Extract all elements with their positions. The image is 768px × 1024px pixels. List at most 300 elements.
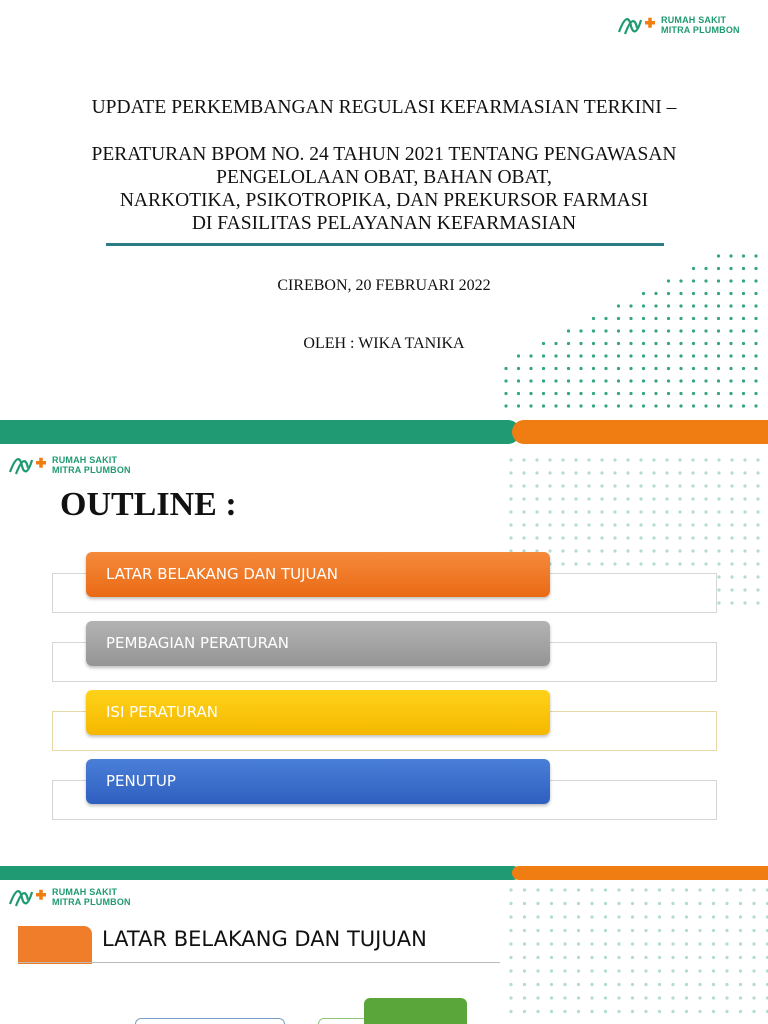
decorative-dot	[617, 915, 620, 918]
decorative-dot	[717, 523, 720, 526]
decorative-dot	[739, 888, 742, 891]
decorative-dot	[517, 367, 520, 370]
decorative-dot	[574, 497, 577, 500]
decorative-dot	[754, 317, 757, 320]
decorative-dot	[509, 942, 512, 945]
decorative-dot	[613, 471, 616, 474]
decorative-dot	[644, 983, 647, 986]
decorative-dot	[743, 601, 746, 604]
decorative-dot	[604, 956, 607, 959]
decorative-dot	[712, 942, 715, 945]
decorative-dot	[743, 575, 746, 578]
decorative-dot	[536, 1010, 539, 1013]
decorative-dot	[652, 458, 655, 461]
title-slide	[0, 0, 768, 420]
decorative-dot	[754, 267, 757, 270]
logo-line-2: MITRA PLUMBON	[661, 25, 740, 35]
decorative-dot	[704, 304, 707, 307]
decorative-dot	[550, 956, 553, 959]
decorative-dot	[671, 915, 674, 918]
decorative-dot	[554, 354, 557, 357]
decorative-dot	[523, 969, 526, 972]
decorative-dot	[752, 996, 755, 999]
decorative-dot	[509, 915, 512, 918]
decorative-dot	[577, 888, 580, 891]
decorative-dot	[626, 549, 629, 552]
decorative-dot	[561, 510, 564, 513]
decorative-dot	[698, 996, 701, 999]
decorative-dot	[704, 292, 707, 295]
decorative-dot	[756, 471, 759, 474]
decorative-dot	[550, 888, 553, 891]
decorative-dot	[685, 942, 688, 945]
divider-orange-bar	[512, 866, 768, 880]
outline-item-pembagian-peraturan[interactable]: PEMBAGIAN PERATURAN	[86, 621, 550, 666]
decorative-dot	[665, 458, 668, 461]
decorative-dot	[574, 562, 577, 565]
outline-item-penutup[interactable]: PENUTUP	[86, 759, 550, 804]
decorative-dot	[604, 329, 607, 332]
decorative-dot	[743, 497, 746, 500]
decorative-dot	[600, 471, 603, 474]
decorative-dot	[642, 354, 645, 357]
decorative-dot	[717, 354, 720, 357]
decorative-dot	[652, 484, 655, 487]
decorative-dot	[691, 458, 694, 461]
decorative-dot	[752, 888, 755, 891]
decorative-dot	[626, 458, 629, 461]
decorative-dot	[509, 458, 512, 461]
decorative-dot	[671, 942, 674, 945]
decorative-dot	[729, 367, 732, 370]
decorative-dot	[667, 279, 670, 282]
decorative-dot	[704, 458, 707, 461]
decorative-dot	[743, 588, 746, 591]
decorative-dot	[658, 942, 661, 945]
divider-green-bar	[0, 866, 520, 880]
decorative-dot	[743, 484, 746, 487]
decorative-dot	[626, 497, 629, 500]
decorative-dot	[717, 601, 720, 604]
decorative-dot	[536, 929, 539, 932]
decorative-dot	[739, 996, 742, 999]
decorative-dot	[631, 1010, 634, 1013]
decorative-dot	[652, 497, 655, 500]
decorative-dot	[577, 915, 580, 918]
decorative-dot	[704, 354, 707, 357]
decorative-dot	[626, 471, 629, 474]
decorative-dot	[725, 996, 728, 999]
decorative-dot	[617, 342, 620, 345]
decorative-dot	[667, 317, 670, 320]
decorative-dot	[667, 379, 670, 382]
decorative-dot	[742, 254, 745, 257]
decorative-dot	[579, 354, 582, 357]
decorative-dot	[742, 379, 745, 382]
decorative-dot	[743, 458, 746, 461]
decorative-dot	[685, 915, 688, 918]
decorative-dot	[752, 956, 755, 959]
decorative-dot	[577, 996, 580, 999]
decorative-dot	[658, 888, 661, 891]
decorative-dot	[691, 497, 694, 500]
decorative-dot	[665, 523, 668, 526]
decorative-dot	[754, 392, 757, 395]
decorative-dot	[743, 471, 746, 474]
decorative-dot	[692, 392, 695, 395]
decorative-dot	[590, 942, 593, 945]
decorative-dot	[629, 329, 632, 332]
decorative-dot	[742, 267, 745, 270]
hospital-logo	[8, 452, 131, 478]
decorative-dot	[631, 983, 634, 986]
decorative-dot	[522, 471, 525, 474]
decorative-dot	[577, 929, 580, 932]
decorative-dot	[717, 536, 720, 539]
background-slide	[0, 880, 768, 1024]
decorative-dot	[639, 549, 642, 552]
decorative-dot	[631, 969, 634, 972]
decorative-dot	[522, 536, 525, 539]
decorative-dot	[579, 404, 582, 407]
decorative-dot	[725, 915, 728, 918]
decorative-dot	[725, 942, 728, 945]
decorative-dot	[691, 562, 694, 565]
decorative-dot	[679, 392, 682, 395]
decorative-dot	[522, 484, 525, 487]
outline-item-latar-belakang[interactable]: LATAR BELAKANG DAN TUJUAN	[86, 552, 550, 597]
decorative-dot	[604, 888, 607, 891]
decorative-dot	[644, 996, 647, 999]
decorative-dot	[704, 510, 707, 513]
decorative-dot	[509, 929, 512, 932]
decorative-dot	[577, 969, 580, 972]
decorative-dot	[592, 392, 595, 395]
decorative-dot	[590, 929, 593, 932]
decorative-dot	[642, 329, 645, 332]
decorative-dot	[644, 942, 647, 945]
decorative-dot	[604, 969, 607, 972]
decorative-dot	[631, 915, 634, 918]
decorative-dot	[504, 392, 507, 395]
decorative-dot	[590, 969, 593, 972]
decorative-dot	[730, 458, 733, 461]
decorative-dot	[678, 497, 681, 500]
outline-slide	[0, 446, 768, 866]
decorative-dot	[617, 329, 620, 332]
decorative-dot-pattern	[505, 884, 768, 1024]
decorative-dot	[587, 484, 590, 487]
decorative-dot	[509, 484, 512, 487]
outline-item-isi-peraturan[interactable]: ISI PERATURAN	[86, 690, 550, 735]
decorative-dot	[654, 342, 657, 345]
decorative-dot	[587, 536, 590, 539]
decorative-dot	[752, 902, 755, 905]
decorative-dot	[704, 392, 707, 395]
decorative-dot	[678, 523, 681, 526]
logo-line-2: MITRA PLUMBON	[52, 897, 131, 907]
decorative-dot	[563, 915, 566, 918]
decorative-dot	[542, 354, 545, 357]
decorative-dot	[729, 342, 732, 345]
decorative-dot	[698, 888, 701, 891]
decorative-dot	[536, 996, 539, 999]
decorative-dot	[742, 354, 745, 357]
decorative-dot	[654, 354, 657, 357]
decorative-dot	[550, 942, 553, 945]
decorative-dot	[617, 929, 620, 932]
decorative-dot	[548, 536, 551, 539]
decorative-dot	[692, 304, 695, 307]
decorative-dot	[756, 510, 759, 513]
decorative-dot	[617, 1010, 620, 1013]
title-main	[20, 143, 748, 235]
decorative-dot	[644, 929, 647, 932]
decorative-dot	[704, 317, 707, 320]
decorative-dot	[629, 404, 632, 407]
decorative-dot	[730, 497, 733, 500]
decorative-dot	[712, 956, 715, 959]
decorative-dot	[617, 304, 620, 307]
decorative-dot	[574, 471, 577, 474]
decorative-dot	[517, 354, 520, 357]
decorative-dot	[535, 484, 538, 487]
decorative-dot	[592, 367, 595, 370]
decorative-dot	[752, 1010, 755, 1013]
decorative-dot	[712, 902, 715, 905]
decorative-dot	[604, 942, 607, 945]
logo-line-1: RUMAH SAKIT	[52, 887, 118, 897]
decorative-dot	[590, 888, 593, 891]
decorative-dot	[529, 392, 532, 395]
decorative-dot	[717, 484, 720, 487]
decorative-dot	[704, 342, 707, 345]
decorative-dot	[577, 942, 580, 945]
decorative-dot	[574, 523, 577, 526]
decorative-dot	[712, 996, 715, 999]
decorative-dot	[730, 549, 733, 552]
decorative-dot	[509, 497, 512, 500]
decorative-dot	[739, 956, 742, 959]
decorative-dot	[717, 367, 720, 370]
logo-text	[52, 887, 131, 907]
decorative-dot	[561, 536, 564, 539]
decorative-dot	[542, 379, 545, 382]
decorative-dot	[712, 983, 715, 986]
decorative-dot	[563, 942, 566, 945]
decorative-dot	[743, 562, 746, 565]
decorative-dot	[712, 969, 715, 972]
decorative-dot	[517, 392, 520, 395]
decorative-dot	[754, 292, 757, 295]
decorative-dot	[536, 956, 539, 959]
decorative-dot	[654, 379, 657, 382]
decorative-dot	[671, 888, 674, 891]
decorative-dot	[561, 562, 564, 565]
decorative-dot	[652, 549, 655, 552]
decorative-dot	[717, 392, 720, 395]
decorative-dot	[717, 292, 720, 295]
decorative-dot	[548, 471, 551, 474]
decorative-dot	[671, 1010, 674, 1013]
decorative-dot	[548, 549, 551, 552]
decorative-dot	[692, 367, 695, 370]
decorative-dot	[631, 929, 634, 932]
decorative-dot	[679, 304, 682, 307]
decorative-dot	[704, 329, 707, 332]
decorative-dot	[756, 484, 759, 487]
decorative-dot	[658, 902, 661, 905]
decorative-dot	[523, 902, 526, 905]
decorative-dot	[554, 404, 557, 407]
decorative-dot	[665, 536, 668, 539]
logo-text	[52, 455, 131, 475]
decorative-dot	[685, 888, 688, 891]
decorative-dot	[550, 929, 553, 932]
decorative-dot	[704, 367, 707, 370]
decorative-dot	[756, 458, 759, 461]
title-line: DI FASILITAS PELAYANAN KEFARMASIAN	[191, 213, 577, 234]
decorative-dot	[739, 915, 742, 918]
decorative-dot	[577, 956, 580, 959]
decorative-dot	[679, 367, 682, 370]
decorative-dot	[754, 329, 757, 332]
decorative-dot	[529, 367, 532, 370]
decorative-dot	[685, 929, 688, 932]
decorative-dot	[725, 983, 728, 986]
decorative-dot	[667, 404, 670, 407]
title-line-1: UPDATE PERKEMBANGAN REGULASI KEFARMASIAN TERKINI –	[91, 97, 677, 118]
decorative-dot	[730, 588, 733, 591]
decorative-dot	[730, 484, 733, 487]
decorative-dot	[629, 317, 632, 320]
decorative-dot	[704, 404, 707, 407]
title-line: NARKOTIKA, PSIKOTROPIKA, DAN PREKURSOR FARMASI	[119, 190, 649, 211]
decorative-dot	[654, 367, 657, 370]
decorative-dot	[717, 342, 720, 345]
decorative-dot	[590, 983, 593, 986]
decorative-dot	[550, 915, 553, 918]
decorative-dot	[509, 536, 512, 539]
decorative-dot	[685, 969, 688, 972]
decorative-dot	[742, 317, 745, 320]
decorative-dot	[679, 354, 682, 357]
decorative-dot	[679, 379, 682, 382]
decorative-dot	[617, 983, 620, 986]
decorative-dot	[756, 562, 759, 565]
decorative-dot	[658, 929, 661, 932]
decorative-dot	[567, 367, 570, 370]
decorative-dot	[604, 929, 607, 932]
decorative-dot	[739, 983, 742, 986]
decorative-dot	[642, 304, 645, 307]
decorative-dot	[554, 379, 557, 382]
presentation-date: CIREBON, 20 FEBRUARI 2022	[277, 277, 491, 294]
decorative-dot	[729, 292, 732, 295]
decorative-dot	[717, 588, 720, 591]
decorative-dot	[752, 983, 755, 986]
decorative-dot	[592, 317, 595, 320]
decorative-dot	[563, 969, 566, 972]
hospital-logo	[8, 884, 131, 910]
decorative-dot	[604, 342, 607, 345]
decorative-dot	[644, 1010, 647, 1013]
decorative-dot	[561, 549, 564, 552]
decorative-dot	[522, 497, 525, 500]
decorative-dot	[667, 392, 670, 395]
decorative-dot	[509, 523, 512, 526]
content-box-filled	[364, 998, 467, 1024]
decorative-dot	[523, 983, 526, 986]
decorative-dot	[654, 292, 657, 295]
decorative-dot	[730, 471, 733, 474]
divider-green-bar	[0, 420, 520, 444]
decorative-dot	[639, 471, 642, 474]
decorative-dot	[567, 354, 570, 357]
decorative-dot	[554, 367, 557, 370]
decorative-dot	[639, 523, 642, 526]
decorative-dot	[617, 354, 620, 357]
decorative-dot	[712, 915, 715, 918]
decorative-dot	[629, 354, 632, 357]
decorative-dot	[642, 404, 645, 407]
decorative-dot	[592, 379, 595, 382]
decorative-dot	[754, 342, 757, 345]
decorative-dot	[652, 562, 655, 565]
decorative-dot	[579, 392, 582, 395]
decorative-dot	[692, 342, 695, 345]
decorative-dot	[717, 379, 720, 382]
decorative-dot	[717, 458, 720, 461]
decorative-dot	[523, 1010, 526, 1013]
decorative-dot	[698, 1010, 701, 1013]
decorative-dot	[509, 969, 512, 972]
decorative-dot	[587, 471, 590, 474]
decorative-dot	[577, 902, 580, 905]
logo-icon	[8, 884, 48, 910]
decorative-dot	[658, 969, 661, 972]
decorative-dot	[654, 404, 657, 407]
decorative-dot	[698, 969, 701, 972]
hospital-logo	[617, 12, 740, 38]
decorative-dot	[600, 497, 603, 500]
decorative-dot	[756, 575, 759, 578]
decorative-dot	[504, 379, 507, 382]
decorative-dot	[617, 392, 620, 395]
decorative-dot	[535, 510, 538, 513]
decorative-dot	[742, 329, 745, 332]
decorative-dot	[567, 392, 570, 395]
decorative-dot	[725, 888, 728, 891]
decorative-dot	[592, 404, 595, 407]
decorative-dot	[712, 929, 715, 932]
logo-line-1: RUMAH SAKIT	[661, 15, 727, 25]
decorative-dot	[617, 956, 620, 959]
decorative-dot	[756, 601, 759, 604]
decorative-dot	[604, 317, 607, 320]
decorative-dot	[600, 510, 603, 513]
section-accent-tab	[18, 926, 92, 964]
decorative-dot	[535, 523, 538, 526]
decorative-dot	[604, 983, 607, 986]
decorative-dot	[600, 549, 603, 552]
decorative-dot	[592, 354, 595, 357]
decorative-dot	[639, 497, 642, 500]
decorative-dot	[529, 354, 532, 357]
decorative-dot	[509, 956, 512, 959]
decorative-dot	[717, 497, 720, 500]
decorative-dot	[613, 549, 616, 552]
